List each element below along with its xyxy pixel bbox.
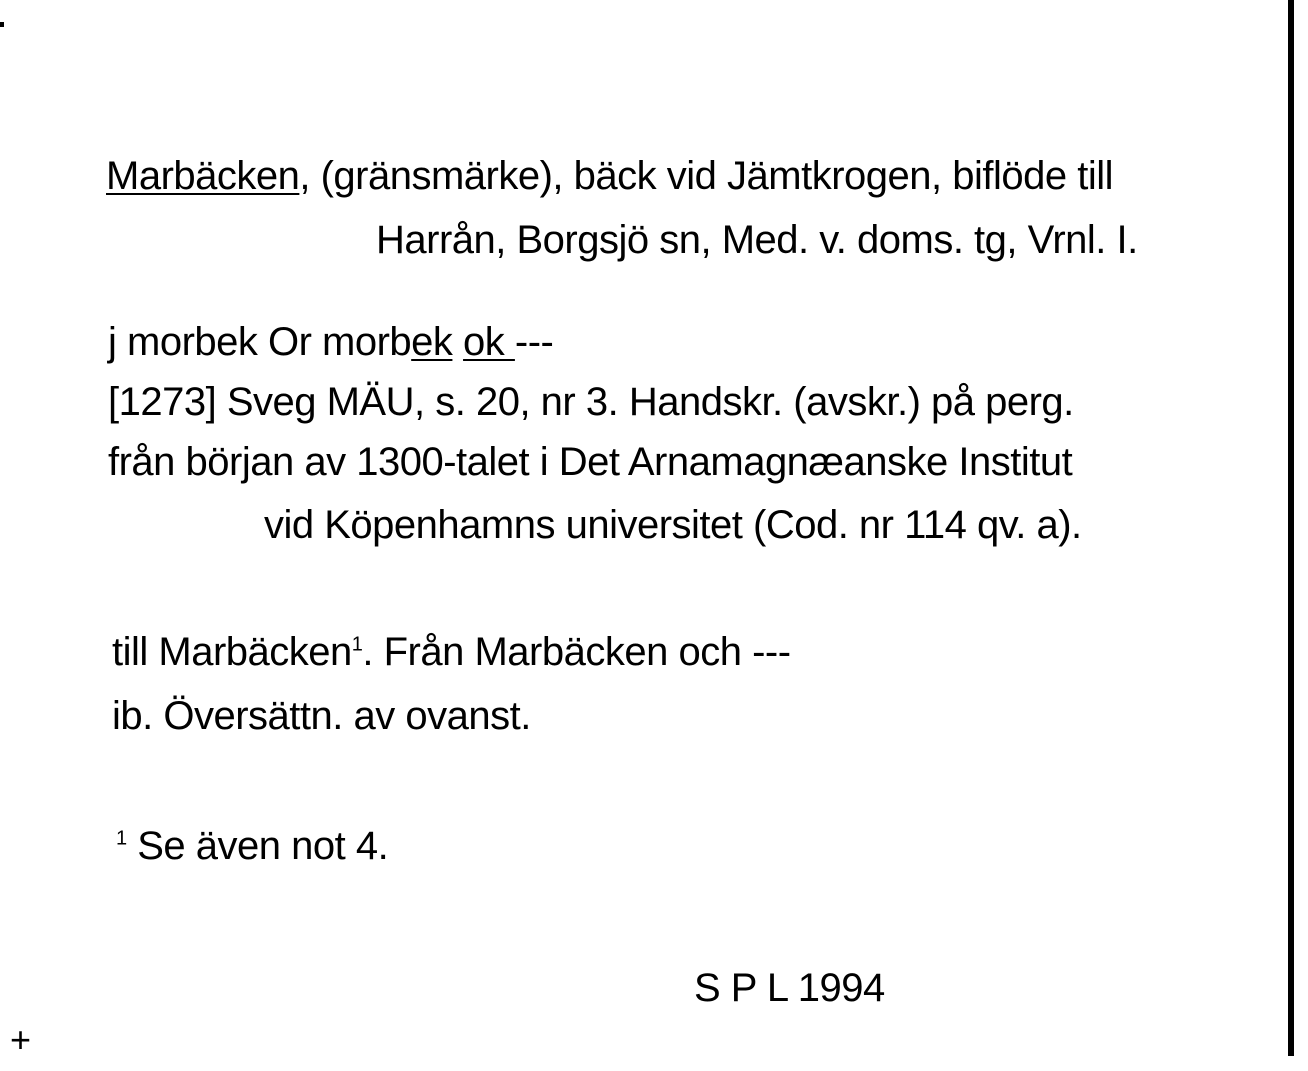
translation-line-1 [112, 632, 791, 672]
source-quote-line [108, 322, 553, 362]
source-quote-text: j morbek Or morb [108, 320, 412, 364]
entry-headword: Marbäcken [106, 154, 300, 198]
margin-plus-mark: + [10, 1019, 32, 1060]
source-quote-dashes: --- [514, 320, 554, 364]
entry-description: , (gränsmärke), bäck vid Jämtkrogen, biflöde till [299, 154, 1113, 198]
source-quote-space [452, 320, 463, 364]
source-quote-underlined-1: ek [411, 320, 453, 364]
footnote-reference: 1 [351, 633, 363, 656]
footnote-marker: 1 [116, 827, 127, 850]
card-right-border [1288, 0, 1294, 1056]
translation-line-2: ib. Översättn. av ovanst. [112, 694, 531, 738]
corner-speck [0, 22, 4, 27]
footnote-text: Se även not 4. [126, 824, 389, 868]
entry-line-1 [106, 156, 1113, 196]
translation-text-cont: . Från Marbäcken och --- [362, 630, 791, 674]
entry-line-2: Harrån, Borgsjö sn, Med. v. doms. tg, Vrnl. I. [376, 218, 1138, 262]
source-line-2: [1273] Sveg MÄU, s. 20, nr 3. Handskr. (avskr.) på perg. [108, 380, 1074, 424]
signature: S P L 1994 [694, 966, 885, 1010]
footnote [116, 826, 388, 866]
source-line-3: från början av 1300-talet i Det Arnamagnæanske Institut [108, 440, 1073, 484]
source-line-4: vid Köpenhamns universitet (Cod. nr 114 qv. a). [264, 503, 1082, 547]
translation-text: till Marbäcken [112, 630, 352, 674]
source-quote-underlined-2: ok [463, 320, 515, 364]
